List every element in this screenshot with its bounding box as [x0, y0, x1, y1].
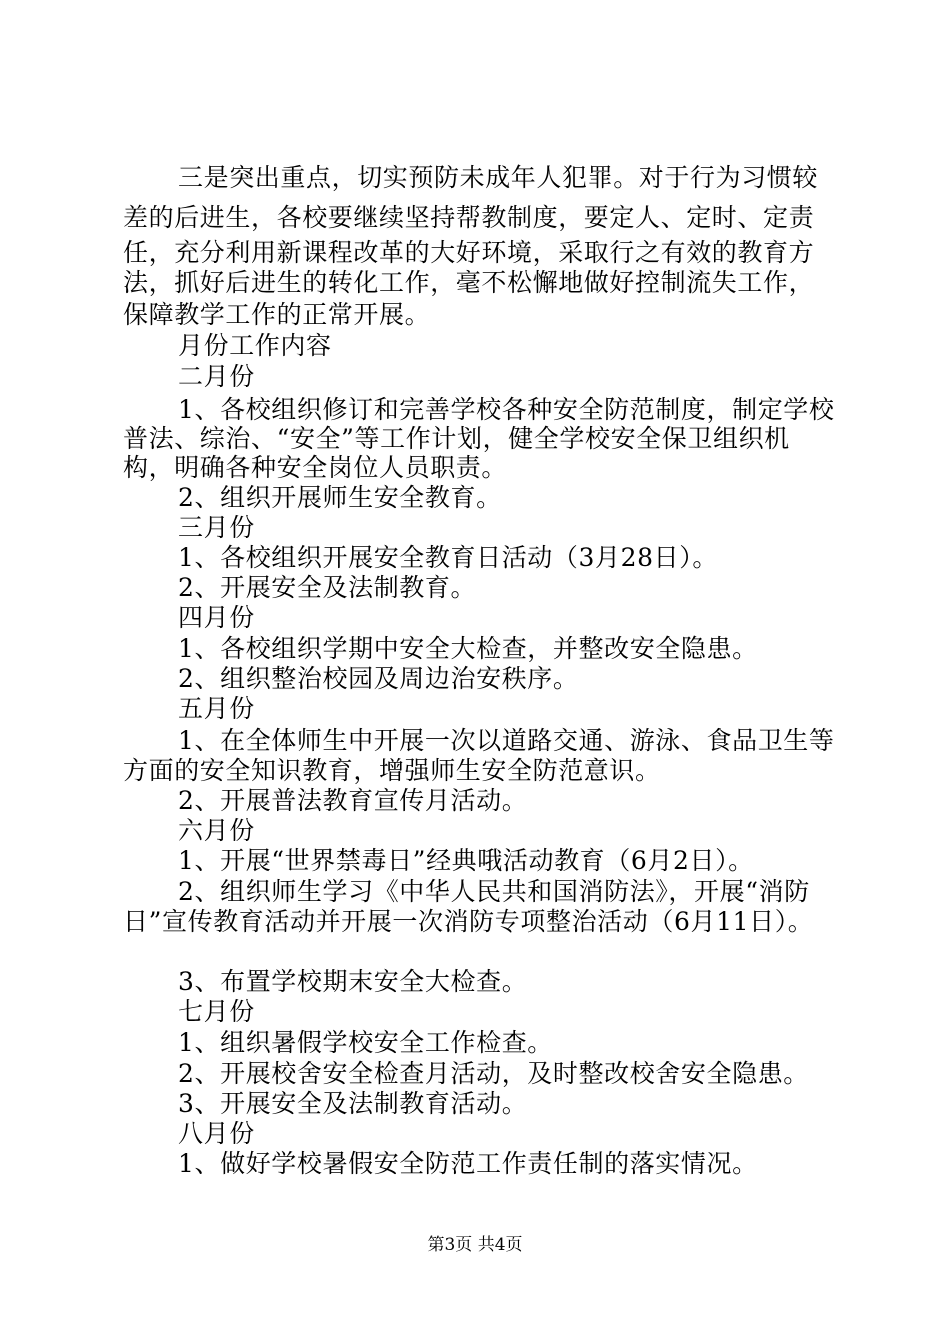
paragraph-line: 法，抓好后进生的转化工作，毫不松懈地做好控制流失工作，: [123, 268, 815, 297]
month-heading: 三月份: [178, 513, 255, 542]
month-heading: 四月份: [178, 603, 255, 632]
paragraph-line: 普法、综治、“安全”等工作计划，健全学校安全保卫组织机: [123, 424, 790, 453]
paragraph-line: 1、组织暑假学校安全工作检查。: [178, 1028, 553, 1057]
paragraph-line: 日”宣传教育活动并开展一次消防专项整治活动（6月11日）。: [123, 907, 814, 936]
month-heading: 七月份: [178, 997, 255, 1026]
paragraph-line: 2、开展安全及法制教育。: [178, 573, 477, 602]
paragraph-line: 任，充分利用新课程改革的大好环境，采取行之有效的教育方: [123, 238, 815, 267]
paragraph-line: 2、开展普法教育宣传月活动。: [178, 786, 528, 815]
section-heading: 月份工作内容: [178, 331, 332, 360]
paragraph-line: 1、做好学校暑假安全防范工作责任制的落实情况。: [178, 1149, 758, 1178]
paragraph-line: 1、各校组织修订和完善学校各种安全防范制度，制定学校: [178, 395, 835, 424]
paragraph-line: 2、组织整治校园及周边治安秩序。: [178, 664, 579, 693]
month-heading: 六月份: [178, 816, 255, 845]
paragraph-line: 3、开展安全及法制教育活动。: [178, 1089, 528, 1118]
paragraph-line: 2、组织师生学习《中华人民共和国消防法》，开展“消防: [178, 877, 810, 906]
paragraph-line: 三是突出重点，切实预防未成年人犯罪。对于行为习惯较: [178, 163, 819, 192]
month-heading: 八月份: [178, 1119, 255, 1148]
page-footer: 第3页 共4页: [427, 1235, 523, 1255]
month-heading: 五月份: [178, 694, 255, 723]
paragraph-line: 构，明确各种安全岗位人员职责。: [123, 453, 508, 482]
paragraph-line: 2、组织开展师生安全教育。: [178, 483, 502, 512]
paragraph-line: 保障教学工作的正常开展。: [123, 300, 431, 329]
paragraph-line: 差的后进生，各校要继续坚持帮教制度，要定人、定时、定责: [123, 203, 815, 232]
paragraph-line: 1、各校组织学期中安全大检查，并整改安全隐患。: [178, 634, 758, 663]
paragraph-line: 1、在全体师生中开展一次以道路交通、游泳、食品卫生等: [178, 726, 835, 755]
paragraph-line: 1、开展“世界禁毒日”经典哦活动教育（6月2日）。: [178, 846, 754, 875]
paragraph-line: 1、各校组织开展安全教育日活动（3月28日）。: [178, 543, 718, 572]
paragraph-line: 2、开展校舍安全检查月活动，及时整改校舍安全隐患。: [178, 1059, 809, 1088]
paragraph-line: 方面的安全知识教育，增强师生安全防范意识。: [123, 756, 661, 785]
paragraph-line: 3、布置学校期末安全大检查。: [178, 967, 528, 996]
month-heading: 二月份: [178, 362, 255, 391]
